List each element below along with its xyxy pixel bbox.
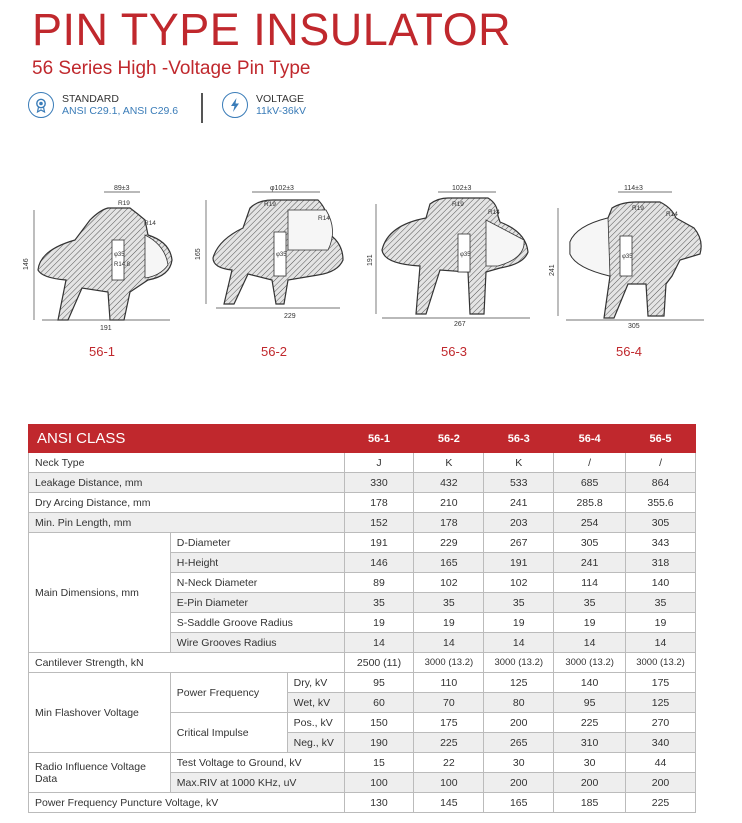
cell: / [626,453,696,473]
cell: K [414,453,484,473]
dim-base: 191 [100,325,112,332]
cell: 100 [344,773,414,793]
header-col: 56-1 [344,425,414,453]
table-row [29,493,696,513]
cell: 14 [626,633,696,653]
cell: 95 [554,693,626,713]
dim-r19: R19 [632,205,644,212]
cell: 100 [414,773,484,793]
cell: 125 [484,673,554,693]
sub-label: N-Neck Diameter [170,573,344,593]
sub-label: Test Voltage to Ground, kV [170,753,344,773]
cell: 14 [554,633,626,653]
cell: 14 [414,633,484,653]
row-label: Dry Arcing Distance, mm [29,493,345,513]
spec-table [28,424,696,813]
page-subtitle: 56 Series High -Voltage Pin Type [32,58,311,79]
voltage-label: VOLTAGE [256,92,305,105]
dim-base: 267 [454,321,466,328]
cell: 110 [414,673,484,693]
insulator-drawing-56-2 [188,180,348,335]
cell: 225 [554,713,626,733]
cell: 35 [344,593,414,613]
cell: 145 [414,793,484,813]
cell: 3000 (13.2) [414,653,484,673]
dim-r14: R14 [666,211,678,218]
cell: 241 [554,553,626,573]
group-label: Min Flashover Voltage [29,673,171,753]
cell: 14 [344,633,414,653]
cell: 165 [414,553,484,573]
cell: 3000 (13.2) [554,653,626,673]
cell: 80 [484,693,554,713]
cell: 432 [414,473,484,493]
cell: / [554,453,626,473]
cell: 254 [554,513,626,533]
row-label: Min. Pin Length, mm [29,513,345,533]
cell: 178 [414,513,484,533]
cell: 185 [554,793,626,813]
dim-height: 146 [23,258,30,270]
cell: 3000 (13.2) [626,653,696,673]
dim-pin: φ35 [460,252,471,258]
cell: 152 [344,513,414,533]
cell: 864 [626,473,696,493]
cell: 178 [344,493,414,513]
cell: 175 [414,713,484,733]
drawing-label-56-1: 56-1 [88,344,116,359]
cell: 30 [484,753,554,773]
cell: 267 [484,533,554,553]
sub-label: D-Diameter [170,533,344,553]
cell: 265 [484,733,554,753]
cell: 3000 (13.2) [484,653,554,673]
page-title: PIN TYPE INSULATOR [32,4,512,55]
cell: 175 [626,673,696,693]
cell: 70 [414,693,484,713]
lightning-icon [222,92,248,118]
cell: 35 [626,593,696,613]
dim-r19: R19 [452,201,464,208]
dim-pin: φ35 [622,254,633,260]
dim-height: 191 [367,254,374,266]
cell: 35 [484,593,554,613]
group-label: Main Dimensions, mm [29,533,171,653]
sub-label: S-Saddle Groove Radius [170,613,344,633]
voltage-badge [222,92,306,118]
cell: 355.6 [626,493,696,513]
cell: 310 [554,733,626,753]
sub-label: Max.RIV at 1000 KHz, uV [170,773,344,793]
dim-top: 114±3 [624,185,643,192]
dim-top: φ102±3 [270,185,294,192]
cell: 35 [414,593,484,613]
insulator-drawing-56-1 [20,180,180,335]
dim-height: 241 [549,264,556,276]
sub-label: H-Height [170,553,344,573]
cell: 60 [344,693,414,713]
header-label: ANSI CLASS [29,425,345,453]
cell: 685 [554,473,626,493]
drawing-label-56-2: 56-2 [260,344,288,359]
cell: 15 [344,753,414,773]
cell: 130 [344,793,414,813]
sub-label: E-Pin Diameter [170,593,344,613]
dim-neck: R14.8 [114,262,131,268]
sub-label: Critical Impulse [170,713,287,753]
dim-height: 165 [195,248,202,260]
header-col: 56-4 [554,425,626,453]
row-label: Neck Type [29,453,345,473]
cell: 102 [414,573,484,593]
row-label: Power Frequency Puncture Voltage, kV [29,793,345,813]
cell: K [484,453,554,473]
table-row [29,513,696,533]
dim-top: 102±3 [452,185,472,192]
cell: 19 [484,613,554,633]
dim-r14: R14 [144,220,156,227]
cell: 19 [344,613,414,633]
dim-r19: R19 [264,201,276,208]
cell: 210 [414,493,484,513]
table-row [29,793,696,813]
cell: 191 [344,533,414,553]
cell: 95 [344,673,414,693]
table-header-row [29,425,696,453]
cell: 125 [626,693,696,713]
cell: 89 [344,573,414,593]
dim-base: 305 [628,323,640,330]
insulator-drawing-56-3 [368,180,533,335]
table-row [29,673,696,693]
dim-r14: R14 [318,215,330,222]
sub-sub-label: Wet, kV [287,693,344,713]
cell: 150 [344,713,414,733]
sub-label: Wire Grooves Radius [170,633,344,653]
header-col: 56-3 [484,425,554,453]
cell: 241 [484,493,554,513]
voltage-value: 11kV-36kV [256,104,307,117]
dim-pin: φ35 [276,252,287,258]
cell: 229 [414,533,484,553]
cell: 19 [554,613,626,633]
cell: 140 [554,673,626,693]
header-col: 56-2 [414,425,484,453]
cell: 44 [626,753,696,773]
cell: 19 [414,613,484,633]
cell: 203 [484,513,554,533]
certificate-icon [28,92,54,118]
cell: 190 [344,733,414,753]
drawing-label-56-3: 56-3 [440,344,468,359]
badge-divider [201,93,203,123]
table-row [29,473,696,493]
cell: 191 [484,553,554,573]
dim-r19: R19 [118,200,130,207]
cell: 200 [554,773,626,793]
cell: 225 [414,733,484,753]
cell: 270 [626,713,696,733]
drawing-label-56-4: 56-4 [615,344,643,359]
standard-badge [28,92,178,118]
standard-label: STANDARD [62,92,119,105]
cell: 35 [554,593,626,613]
cell: 114 [554,573,626,593]
cell: 343 [626,533,696,553]
dim-r14: R14 [488,209,500,216]
cell: 200 [484,713,554,733]
cell: 200 [484,773,554,793]
row-label: Cantilever Strength, kN [29,653,345,673]
table-row [29,653,696,673]
insulator-drawing-56-4 [548,180,708,335]
sub-label: Power Frequency [170,673,287,713]
cell: 285.8 [554,493,626,513]
sub-sub-label: Dry, kV [287,673,344,693]
row-label: Leakage Distance, mm [29,473,345,493]
cell: 102 [484,573,554,593]
header-col: 56-5 [626,425,696,453]
cell: 533 [484,473,554,493]
cell: 165 [484,793,554,813]
sub-sub-label: Pos., kV [287,713,344,733]
cell: 22 [414,753,484,773]
cell: 225 [626,793,696,813]
cell: 200 [626,773,696,793]
cell: 330 [344,473,414,493]
cell: 14 [484,633,554,653]
cell: J [344,453,414,473]
table-row [29,753,696,773]
dim-pin: φ35 [114,252,125,258]
sub-sub-label: Neg., kV [287,733,344,753]
standard-value: ANSI C29.1, ANSI C29.6 [62,104,179,117]
cell: 2500 (11) [344,653,414,673]
cell: 146 [344,553,414,573]
dim-top: 89±3 [114,185,130,192]
dim-base: 229 [284,313,296,320]
cell: 340 [626,733,696,753]
table-row [29,453,696,473]
cell: 30 [554,753,626,773]
cell: 318 [626,553,696,573]
table-row [29,533,696,553]
cell: 140 [626,573,696,593]
cell: 305 [554,533,626,553]
cell: 305 [626,513,696,533]
group-label: Radio Influence Voltage Data [29,753,171,793]
cell: 19 [626,613,696,633]
